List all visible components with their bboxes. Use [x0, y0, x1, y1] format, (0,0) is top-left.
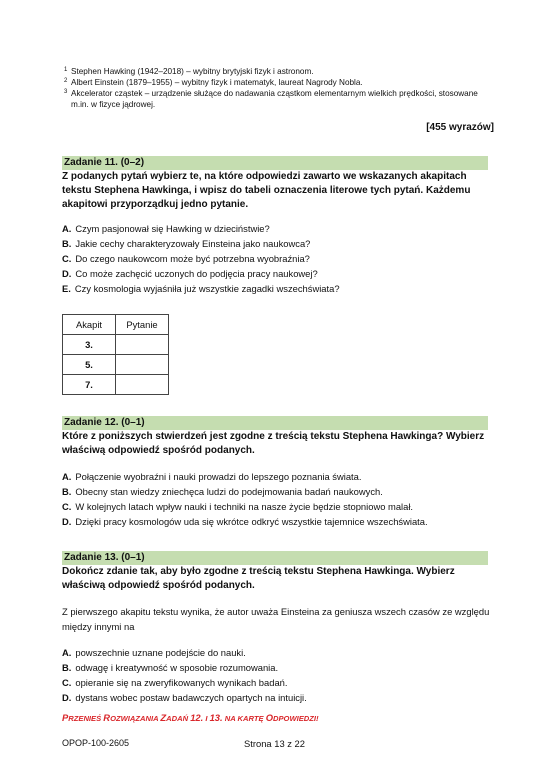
word-count: [455 wyrazów] — [426, 122, 494, 133]
task-12-header: Zadanie 12. (0–1) — [62, 416, 488, 430]
footnote-number: 1 — [64, 67, 68, 73]
footnote-number: 2 — [64, 78, 68, 84]
option-b: B. Obecny stan wiedzy zniechęca ludzi do podejmowania badań naukowych. — [62, 486, 383, 497]
footnotes — [64, 66, 494, 110]
answer-cell[interactable] — [116, 375, 169, 395]
footnote-3 — [64, 88, 494, 110]
option-d: D. Co może zachęcić uczonych do podjęcia pracy naukowej? — [62, 268, 318, 279]
footnote-text: Stephen Hawking (1942–2018) – wybitny brytyjski fizyk i astronom. — [71, 67, 314, 76]
option-d: D. dystans wobec postaw badawczych opartych na intuicji. — [62, 692, 307, 703]
footnote-number: 3 — [64, 89, 68, 95]
option-c: C. opieranie się na zweryfikowanych wynikach badań. — [62, 677, 288, 688]
option-a: A. Czym pasjonował się Hawking w dzieciństwie? — [62, 223, 270, 234]
footnote-1 — [64, 66, 494, 77]
footnote-text: Akcelerator cząstek – urządzenie służące do nadawania cząstkom elementarnym wielkich prędkości, stosowane — [71, 89, 478, 98]
exam-code: OPOP-100-2605 — [62, 738, 130, 748]
option-b: B. odwagę i kreatywność w sposobie rozumowania. — [62, 662, 279, 673]
footnote-2 — [64, 77, 494, 88]
column-header-akapit: Akapit — [63, 315, 116, 335]
table-row — [63, 355, 169, 375]
page-number: Strona 13 z 22 — [244, 738, 305, 749]
task-13-header: Zadanie 13. (0–1) — [62, 551, 488, 565]
option-a: A. Połączenie wyobraźni i nauki prowadzi do lepszego poznania świata. — [62, 471, 362, 482]
task-11-options — [62, 221, 492, 296]
answer-cell[interactable] — [116, 335, 169, 355]
footnote-continuation: m.in. w fizyce jądrowej. — [71, 100, 156, 109]
table-header-row — [63, 315, 169, 335]
column-header-pytanie: Pytanie — [116, 315, 169, 335]
task-12-options — [62, 469, 492, 529]
task-13-instruction: Dokończ zdanie tak, aby było zgodne z treścią tekstu Stephena Hawkinga. Wybierz właściwą odpowiedź spośród podanych. — [62, 566, 455, 591]
answer-table — [62, 314, 169, 395]
table-row — [63, 335, 169, 355]
option-e: E. Czy kosmologia wyjaśniła już wszystkie zagadki wszechświata? — [62, 283, 340, 294]
option-b: B. Jakie cechy charakteryzowały Einsteina jako naukowca? — [62, 238, 311, 249]
option-c: C. Do czego naukowcom może być potrzebna wyobraźnia? — [62, 253, 310, 264]
footnote-text: Albert Einstein (1879–1955) – wybitny fizyk i matematyk, laureat Nagrody Nobla. — [71, 78, 363, 87]
option-c: C. W kolejnych latach wpływ nauki i techniki na nasze życie będzie stopniowo malał. — [62, 501, 414, 512]
task-12-instruction: Które z poniższych stwierdzeń jest zgodne z treścią tekstu Stephena Hawkinga? Wybierz właściwą odpowiedź spośród podanych. — [62, 431, 485, 456]
paragraph-number: 3. — [63, 335, 116, 355]
paragraph-number: 5. — [63, 355, 116, 375]
task-13-stem: Z pierwszego akapitu tekstu wynika, że autor uważa Einsteina za geniusza wszech czasów ze względu między innymi na — [62, 606, 490, 632]
option-a: A. powszechnie uznane podejście do nauki. — [62, 647, 246, 658]
table-row — [63, 375, 169, 395]
task-11-header: Zadanie 11. (0–2) — [62, 156, 488, 170]
answer-cell[interactable] — [116, 355, 169, 375]
transfer-answers-note: PRZENIEŚ ROZWIĄZANIA ZADAŃ 12. I 13. NA KARTĘ ODPOWIEDZI! — [62, 712, 319, 723]
task-13-options — [62, 645, 492, 705]
task-11-instruction: Z podanych pytań wybierz te, na które odpowiedzi zawarto we wskazanych akapitach tekstu Stephena Hawkinga, i wpisz do tabeli oznaczenia literowe tych pytań. Każdemu akapitowi przyporządkuj jedno pytanie. — [62, 171, 471, 210]
option-d: D. Dzięki pracy kosmologów uda się wkrótce odkryć wszystkie tajemnice wszechświata. — [62, 516, 428, 527]
paragraph-number: 7. — [63, 375, 116, 395]
